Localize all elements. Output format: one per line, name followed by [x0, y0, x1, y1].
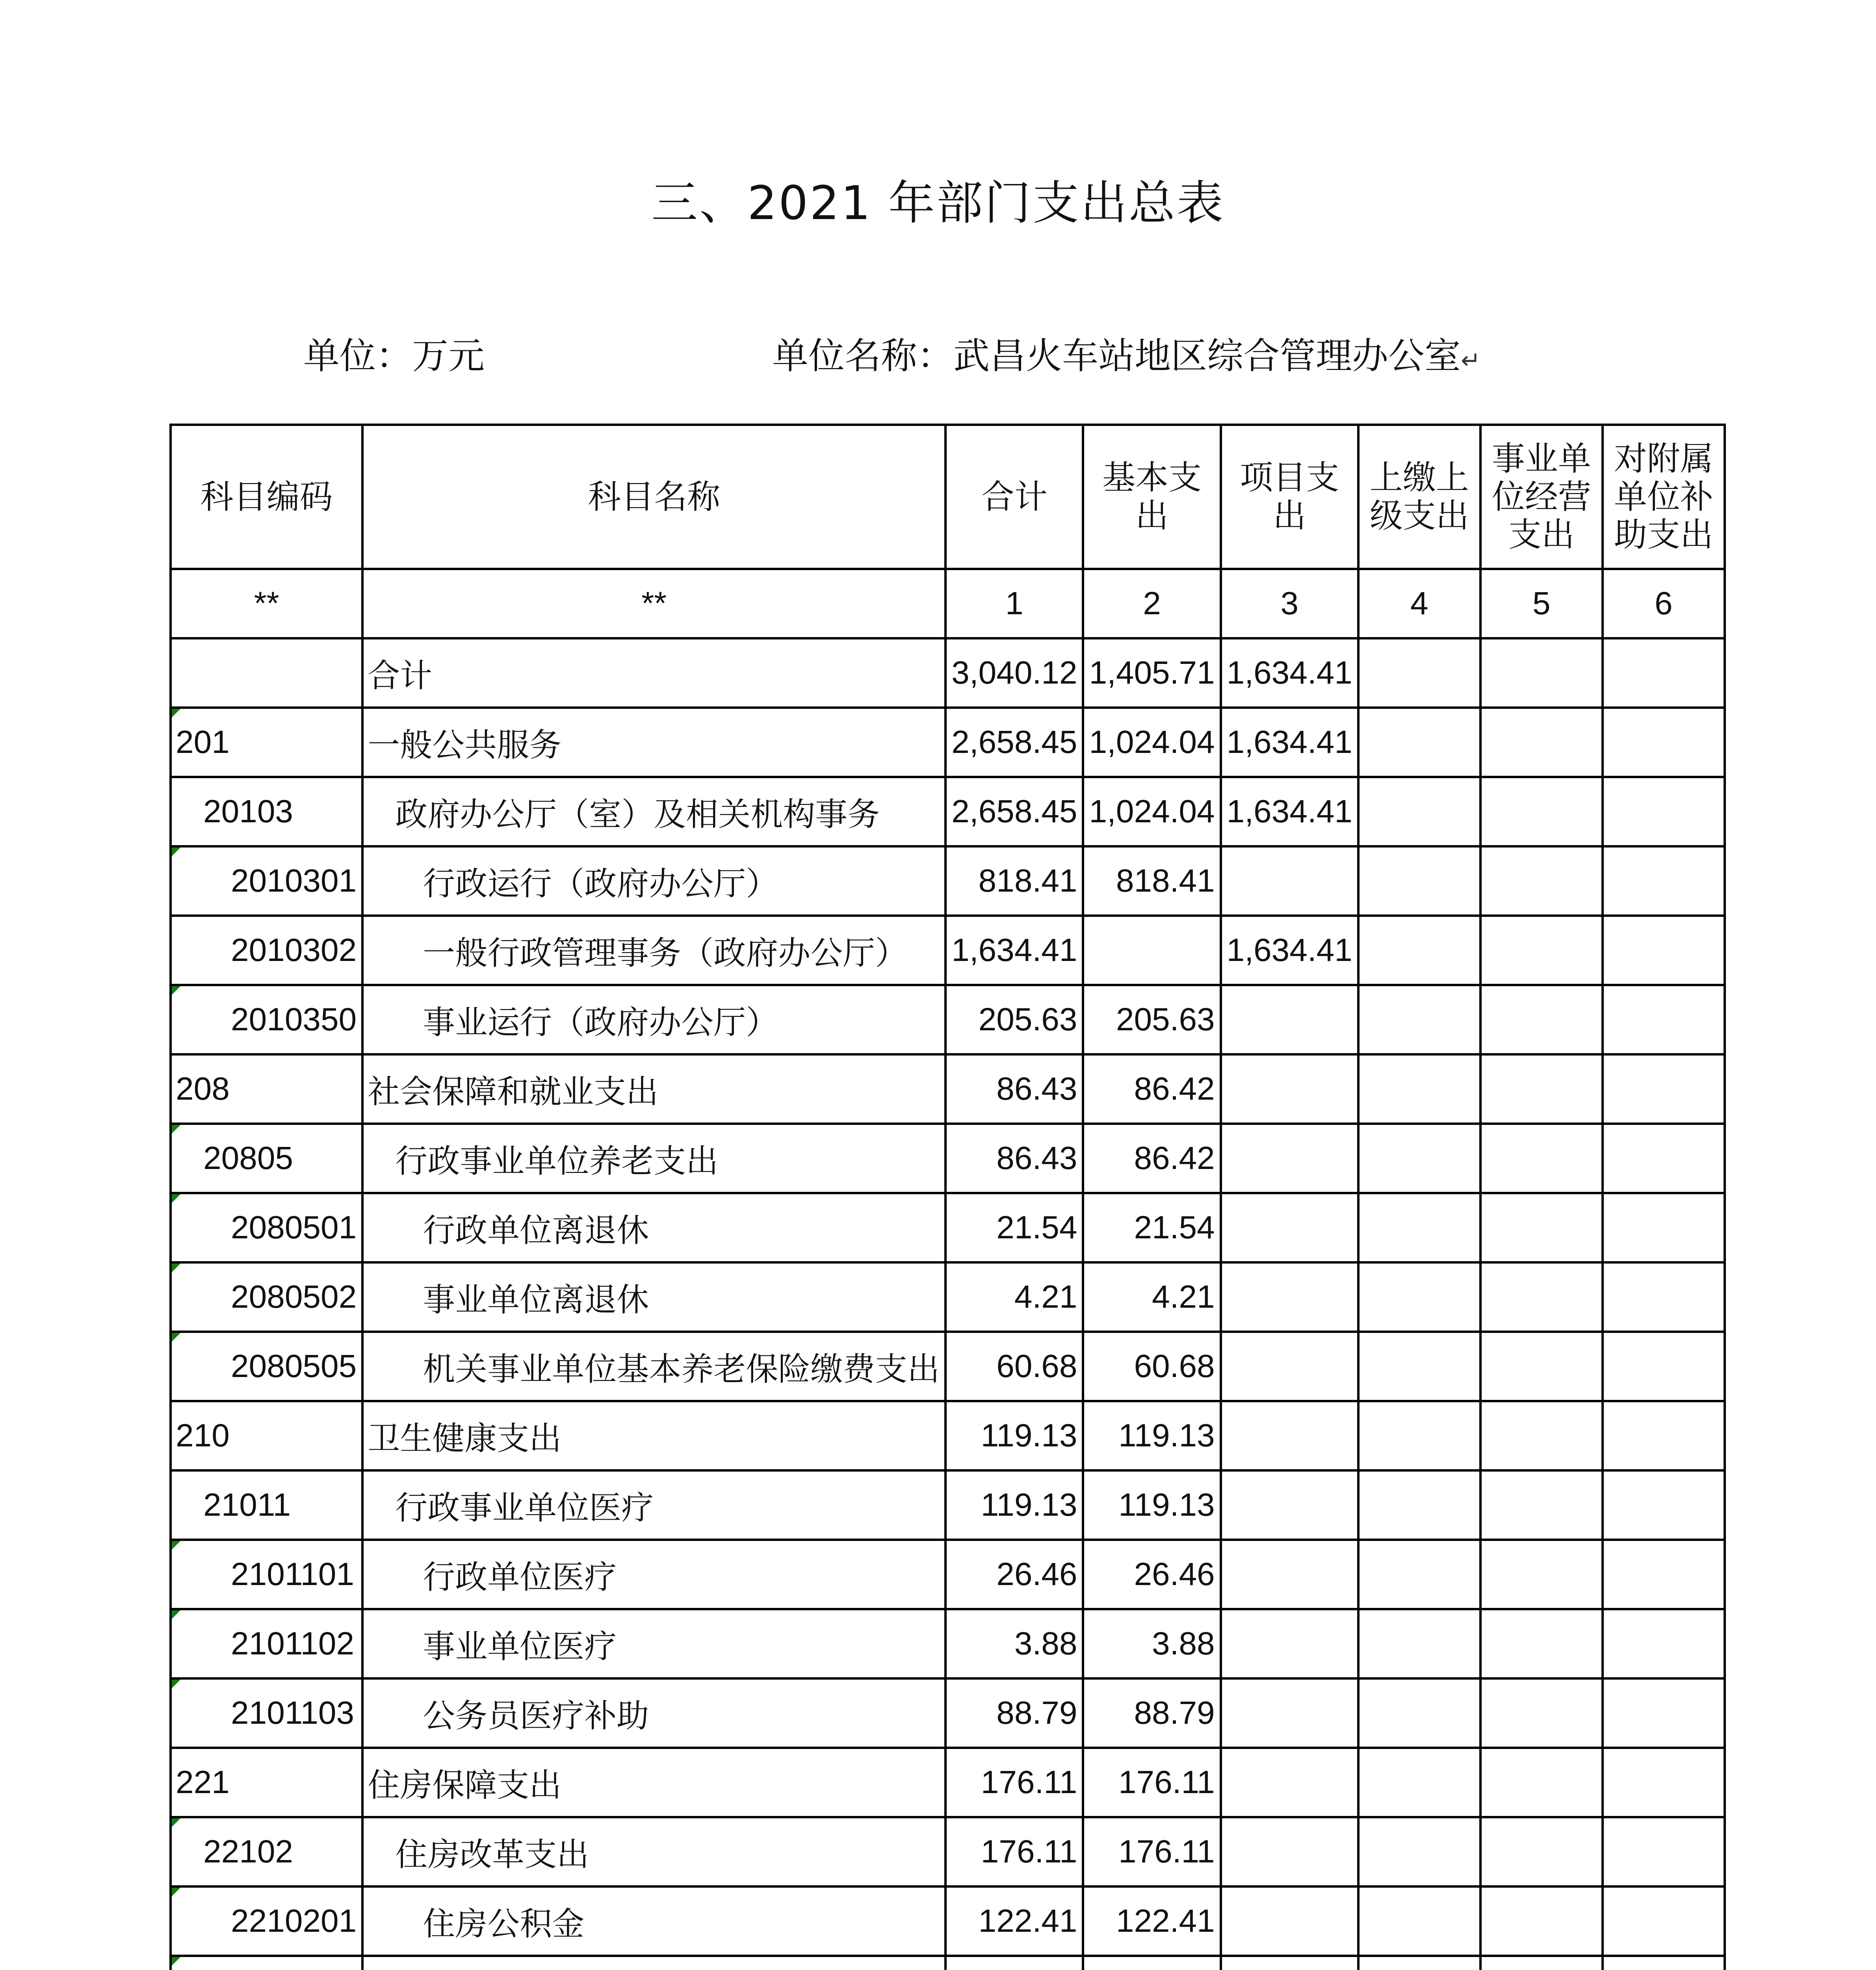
cell-total: 26.46 — [945, 1540, 1083, 1609]
cell-operating — [1480, 1956, 1603, 1970]
cell-subsidy — [1603, 1124, 1725, 1193]
cell-name — [362, 1956, 945, 1970]
cell-code: 2010302 — [171, 916, 362, 985]
cell-project — [1221, 1332, 1358, 1401]
cell-remit — [1358, 1470, 1480, 1540]
cell-code: 2080501 — [171, 1193, 362, 1262]
cell-project — [1221, 1262, 1358, 1332]
cell-name: 一般行政管理事务（政府办公厅） — [362, 916, 945, 985]
cell-subsidy — [1603, 1262, 1725, 1332]
cell-operating — [1480, 777, 1603, 846]
cell-operating — [1480, 1470, 1603, 1540]
cell-name: 行政事业单位养老支出 — [362, 1124, 945, 1193]
cell-subsidy — [1603, 1748, 1725, 1817]
header-subsidy: 对附属单位补助支出 — [1603, 425, 1725, 569]
table-row — [171, 1193, 1725, 1262]
cell-remit — [1358, 1054, 1480, 1124]
cell-basic — [1083, 1956, 1220, 1970]
cell-total: 176.11 — [945, 1817, 1083, 1886]
cell-operating — [1480, 1193, 1603, 1262]
table-row — [171, 1401, 1725, 1470]
cell-code: 2010301 — [171, 846, 362, 916]
header-basic: 基本支出 — [1083, 425, 1220, 569]
cell-total: 60.68 — [945, 1332, 1083, 1401]
cell-subsidy — [1603, 708, 1725, 777]
table-row — [171, 1332, 1725, 1401]
cell-remit — [1358, 708, 1480, 777]
cell-total: 119.13 — [945, 1401, 1083, 1470]
cell-project — [1221, 1748, 1358, 1817]
cell-name: 卫生健康支出 — [362, 1401, 945, 1470]
header-row — [171, 425, 1725, 569]
table-row — [171, 1886, 1725, 1956]
header-code: 科目编码 — [171, 425, 362, 569]
cell-total: 2,658.45 — [945, 777, 1083, 846]
cell-project — [1221, 1401, 1358, 1470]
cell-project — [1221, 1124, 1358, 1193]
cell-name: 事业单位医疗 — [362, 1609, 945, 1678]
cell-subsidy — [1603, 1193, 1725, 1262]
cell-subsidy — [1603, 1470, 1725, 1540]
cell-project — [1221, 1817, 1358, 1886]
cell-subsidy — [1603, 846, 1725, 916]
index-cell: ** — [362, 569, 945, 638]
header-operating: 事业单位经营支出 — [1480, 425, 1603, 569]
cell-name: 合计 — [362, 638, 945, 708]
cell-project: 1,634.41 — [1221, 777, 1358, 846]
cell-subsidy — [1603, 1609, 1725, 1678]
table-row — [171, 708, 1725, 777]
cell-operating — [1480, 846, 1603, 916]
cell-project — [1221, 1193, 1358, 1262]
cell-basic: 1,024.04 — [1083, 777, 1220, 846]
cell-project: 1,634.41 — [1221, 638, 1358, 708]
header-project: 项目支出 — [1221, 425, 1358, 569]
cell-subsidy — [1603, 916, 1725, 985]
return-mark: ↵ — [1461, 347, 1481, 374]
cell-basic: 1,405.71 — [1083, 638, 1220, 708]
table-row — [171, 1470, 1725, 1540]
cell-remit — [1358, 1193, 1480, 1262]
cell-code: 20805 — [171, 1124, 362, 1193]
cell-basic: 818.41 — [1083, 846, 1220, 916]
cell-remit — [1358, 777, 1480, 846]
cell-remit — [1358, 1678, 1480, 1748]
index-cell: 1 — [945, 569, 1083, 638]
unit-name-label — [772, 327, 1480, 379]
cell-remit — [1358, 1748, 1480, 1817]
expenditure-table — [169, 424, 1726, 1970]
cell-name: 事业运行（政府办公厅） — [362, 985, 945, 1054]
cell-total: 2,658.45 — [945, 708, 1083, 777]
cell-name: 公务员医疗补助 — [362, 1678, 945, 1748]
cell-code: 2101103 — [171, 1678, 362, 1748]
cell-operating — [1480, 1748, 1603, 1817]
cell-total: 86.43 — [945, 1124, 1083, 1193]
cell-subsidy — [1603, 1401, 1725, 1470]
cell-code: 2010350 — [171, 985, 362, 1054]
cell-total: 86.43 — [945, 1054, 1083, 1124]
table-row — [171, 1540, 1725, 1609]
cell-subsidy — [1603, 1332, 1725, 1401]
cell-name: 住房改革支出 — [362, 1817, 945, 1886]
index-cell: 2 — [1083, 569, 1220, 638]
cell-total: 818.41 — [945, 846, 1083, 916]
cell-operating — [1480, 1540, 1603, 1609]
cell-remit — [1358, 1332, 1480, 1401]
cell-project: 1,634.41 — [1221, 708, 1358, 777]
cell-basic: 86.42 — [1083, 1124, 1220, 1193]
cell-code: 210 — [171, 1401, 362, 1470]
index-row — [171, 569, 1725, 638]
cell-subsidy — [1603, 1886, 1725, 1956]
cell-project — [1221, 1678, 1358, 1748]
cell-subsidy — [1603, 638, 1725, 708]
cell-subsidy — [1603, 1054, 1725, 1124]
cell-operating — [1480, 1332, 1603, 1401]
header-total: 合计 — [945, 425, 1083, 569]
cell-code: 22102 — [171, 1817, 362, 1886]
table-row — [171, 1124, 1725, 1193]
table-row — [171, 1678, 1725, 1748]
cell-basic: 4.21 — [1083, 1262, 1220, 1332]
cell-name: 机关事业单位基本养老保险缴费支出 — [362, 1332, 945, 1401]
cell-project — [1221, 1054, 1358, 1124]
cell-operating — [1480, 1678, 1603, 1748]
cell-code: 21011 — [171, 1470, 362, 1540]
index-cell: 6 — [1603, 569, 1725, 638]
cell-total — [945, 1956, 1083, 1970]
index-cell: ** — [171, 569, 362, 638]
cell-operating — [1480, 916, 1603, 985]
cell-name: 行政单位医疗 — [362, 1540, 945, 1609]
cell-basic: 119.13 — [1083, 1401, 1220, 1470]
cell-code: 2101102 — [171, 1609, 362, 1678]
cell-subsidy — [1603, 1678, 1725, 1748]
cell-total: 3,040.12 — [945, 638, 1083, 708]
table-row — [171, 777, 1725, 846]
cell-basic: 60.68 — [1083, 1332, 1220, 1401]
cell-remit — [1358, 846, 1480, 916]
cell-remit — [1358, 1540, 1480, 1609]
index-cell: 4 — [1358, 569, 1480, 638]
cell-basic: 176.11 — [1083, 1748, 1220, 1817]
cell-subsidy — [1603, 1956, 1725, 1970]
cell-total: 4.21 — [945, 1262, 1083, 1332]
cell-operating — [1480, 1262, 1603, 1332]
cell-code — [171, 638, 362, 708]
cell-remit — [1358, 985, 1480, 1054]
index-cell: 5 — [1480, 569, 1603, 638]
cell-basic: 119.13 — [1083, 1470, 1220, 1540]
cell-code: 221 — [171, 1748, 362, 1817]
cell-project — [1221, 1956, 1358, 1970]
cell-basic: 21.54 — [1083, 1193, 1220, 1262]
cell-total: 21.54 — [945, 1193, 1083, 1262]
index-cell: 3 — [1221, 569, 1358, 638]
cell-project — [1221, 985, 1358, 1054]
cell-project — [1221, 846, 1358, 916]
cell-remit — [1358, 1956, 1480, 1970]
cell-basic: 205.63 — [1083, 985, 1220, 1054]
cell-remit — [1358, 1886, 1480, 1956]
cell-subsidy — [1603, 1817, 1725, 1886]
table-row — [171, 1054, 1725, 1124]
cell-operating — [1480, 638, 1603, 708]
table-row — [171, 1956, 1725, 1970]
table-row — [171, 916, 1725, 985]
table-row — [171, 1609, 1725, 1678]
cell-project: 1,634.41 — [1221, 916, 1358, 985]
cell-remit — [1358, 1401, 1480, 1470]
unit-label: 单位：万元 — [303, 335, 485, 377]
cell-operating — [1480, 1609, 1603, 1678]
cell-subsidy — [1603, 777, 1725, 846]
cell-name: 行政单位离退休 — [362, 1193, 945, 1262]
unit-name-text: 单位名称：武昌火车站地区综合管理办公室 — [772, 335, 1461, 377]
cell-name: 事业单位离退休 — [362, 1262, 945, 1332]
cell-code: 2080502 — [171, 1262, 362, 1332]
cell-basic: 1,024.04 — [1083, 708, 1220, 777]
header-name: 科目名称 — [362, 425, 945, 569]
table-row — [171, 638, 1725, 708]
cell-operating — [1480, 1124, 1603, 1193]
cell-operating — [1480, 985, 1603, 1054]
cell-name: 社会保障和就业支出 — [362, 1054, 945, 1124]
table-row — [171, 1748, 1725, 1817]
cell-remit — [1358, 1124, 1480, 1193]
cell-total: 119.13 — [945, 1470, 1083, 1540]
cell-remit — [1358, 638, 1480, 708]
cell-project — [1221, 1886, 1358, 1956]
cell-code: 201 — [171, 708, 362, 777]
cell-basic: 88.79 — [1083, 1678, 1220, 1748]
cell-code: 20103 — [171, 777, 362, 846]
table-row — [171, 846, 1725, 916]
table-row — [171, 985, 1725, 1054]
cell-basic: 26.46 — [1083, 1540, 1220, 1609]
cell-name: 行政事业单位医疗 — [362, 1470, 945, 1540]
table-row — [171, 1817, 1725, 1886]
cell-name: 住房公积金 — [362, 1886, 945, 1956]
table-row — [171, 1262, 1725, 1332]
cell-total: 1,634.41 — [945, 916, 1083, 985]
cell-total: 176.11 — [945, 1748, 1083, 1817]
cell-operating — [1480, 1054, 1603, 1124]
cell-subsidy — [1603, 985, 1725, 1054]
cell-operating — [1480, 1817, 1603, 1886]
cell-code: 2210201 — [171, 1886, 362, 1956]
cell-operating — [1480, 1886, 1603, 1956]
cell-name: 行政运行（政府办公厅） — [362, 846, 945, 916]
cell-subsidy — [1603, 1540, 1725, 1609]
page-title: 三、2021 年部门支出总表 — [651, 176, 1225, 230]
cell-operating — [1480, 1401, 1603, 1470]
cell-name: 住房保障支出 — [362, 1748, 945, 1817]
cell-project — [1221, 1609, 1358, 1678]
cell-code: 208 — [171, 1054, 362, 1124]
cell-remit — [1358, 1262, 1480, 1332]
cell-basic — [1083, 916, 1220, 985]
cell-name: 政府办公厅（室）及相关机构事务 — [362, 777, 945, 846]
cell-operating — [1480, 708, 1603, 777]
cell-total: 3.88 — [945, 1609, 1083, 1678]
cell-remit — [1358, 1817, 1480, 1886]
cell-total: 122.41 — [945, 1886, 1083, 1956]
cell-total: 205.63 — [945, 985, 1083, 1054]
cell-basic: 176.11 — [1083, 1817, 1220, 1886]
cell-code: 2101101 — [171, 1540, 362, 1609]
header-remit: 上缴上级支出 — [1358, 425, 1480, 569]
cell-remit — [1358, 916, 1480, 985]
cell-project — [1221, 1470, 1358, 1540]
cell-code: 2080505 — [171, 1332, 362, 1401]
cell-name: 一般公共服务 — [362, 708, 945, 777]
cell-basic: 122.41 — [1083, 1886, 1220, 1956]
cell-total: 88.79 — [945, 1678, 1083, 1748]
cell-basic: 86.42 — [1083, 1054, 1220, 1124]
cell-code — [171, 1956, 362, 1970]
cell-remit — [1358, 1609, 1480, 1678]
cell-basic: 3.88 — [1083, 1609, 1220, 1678]
cell-project — [1221, 1540, 1358, 1609]
